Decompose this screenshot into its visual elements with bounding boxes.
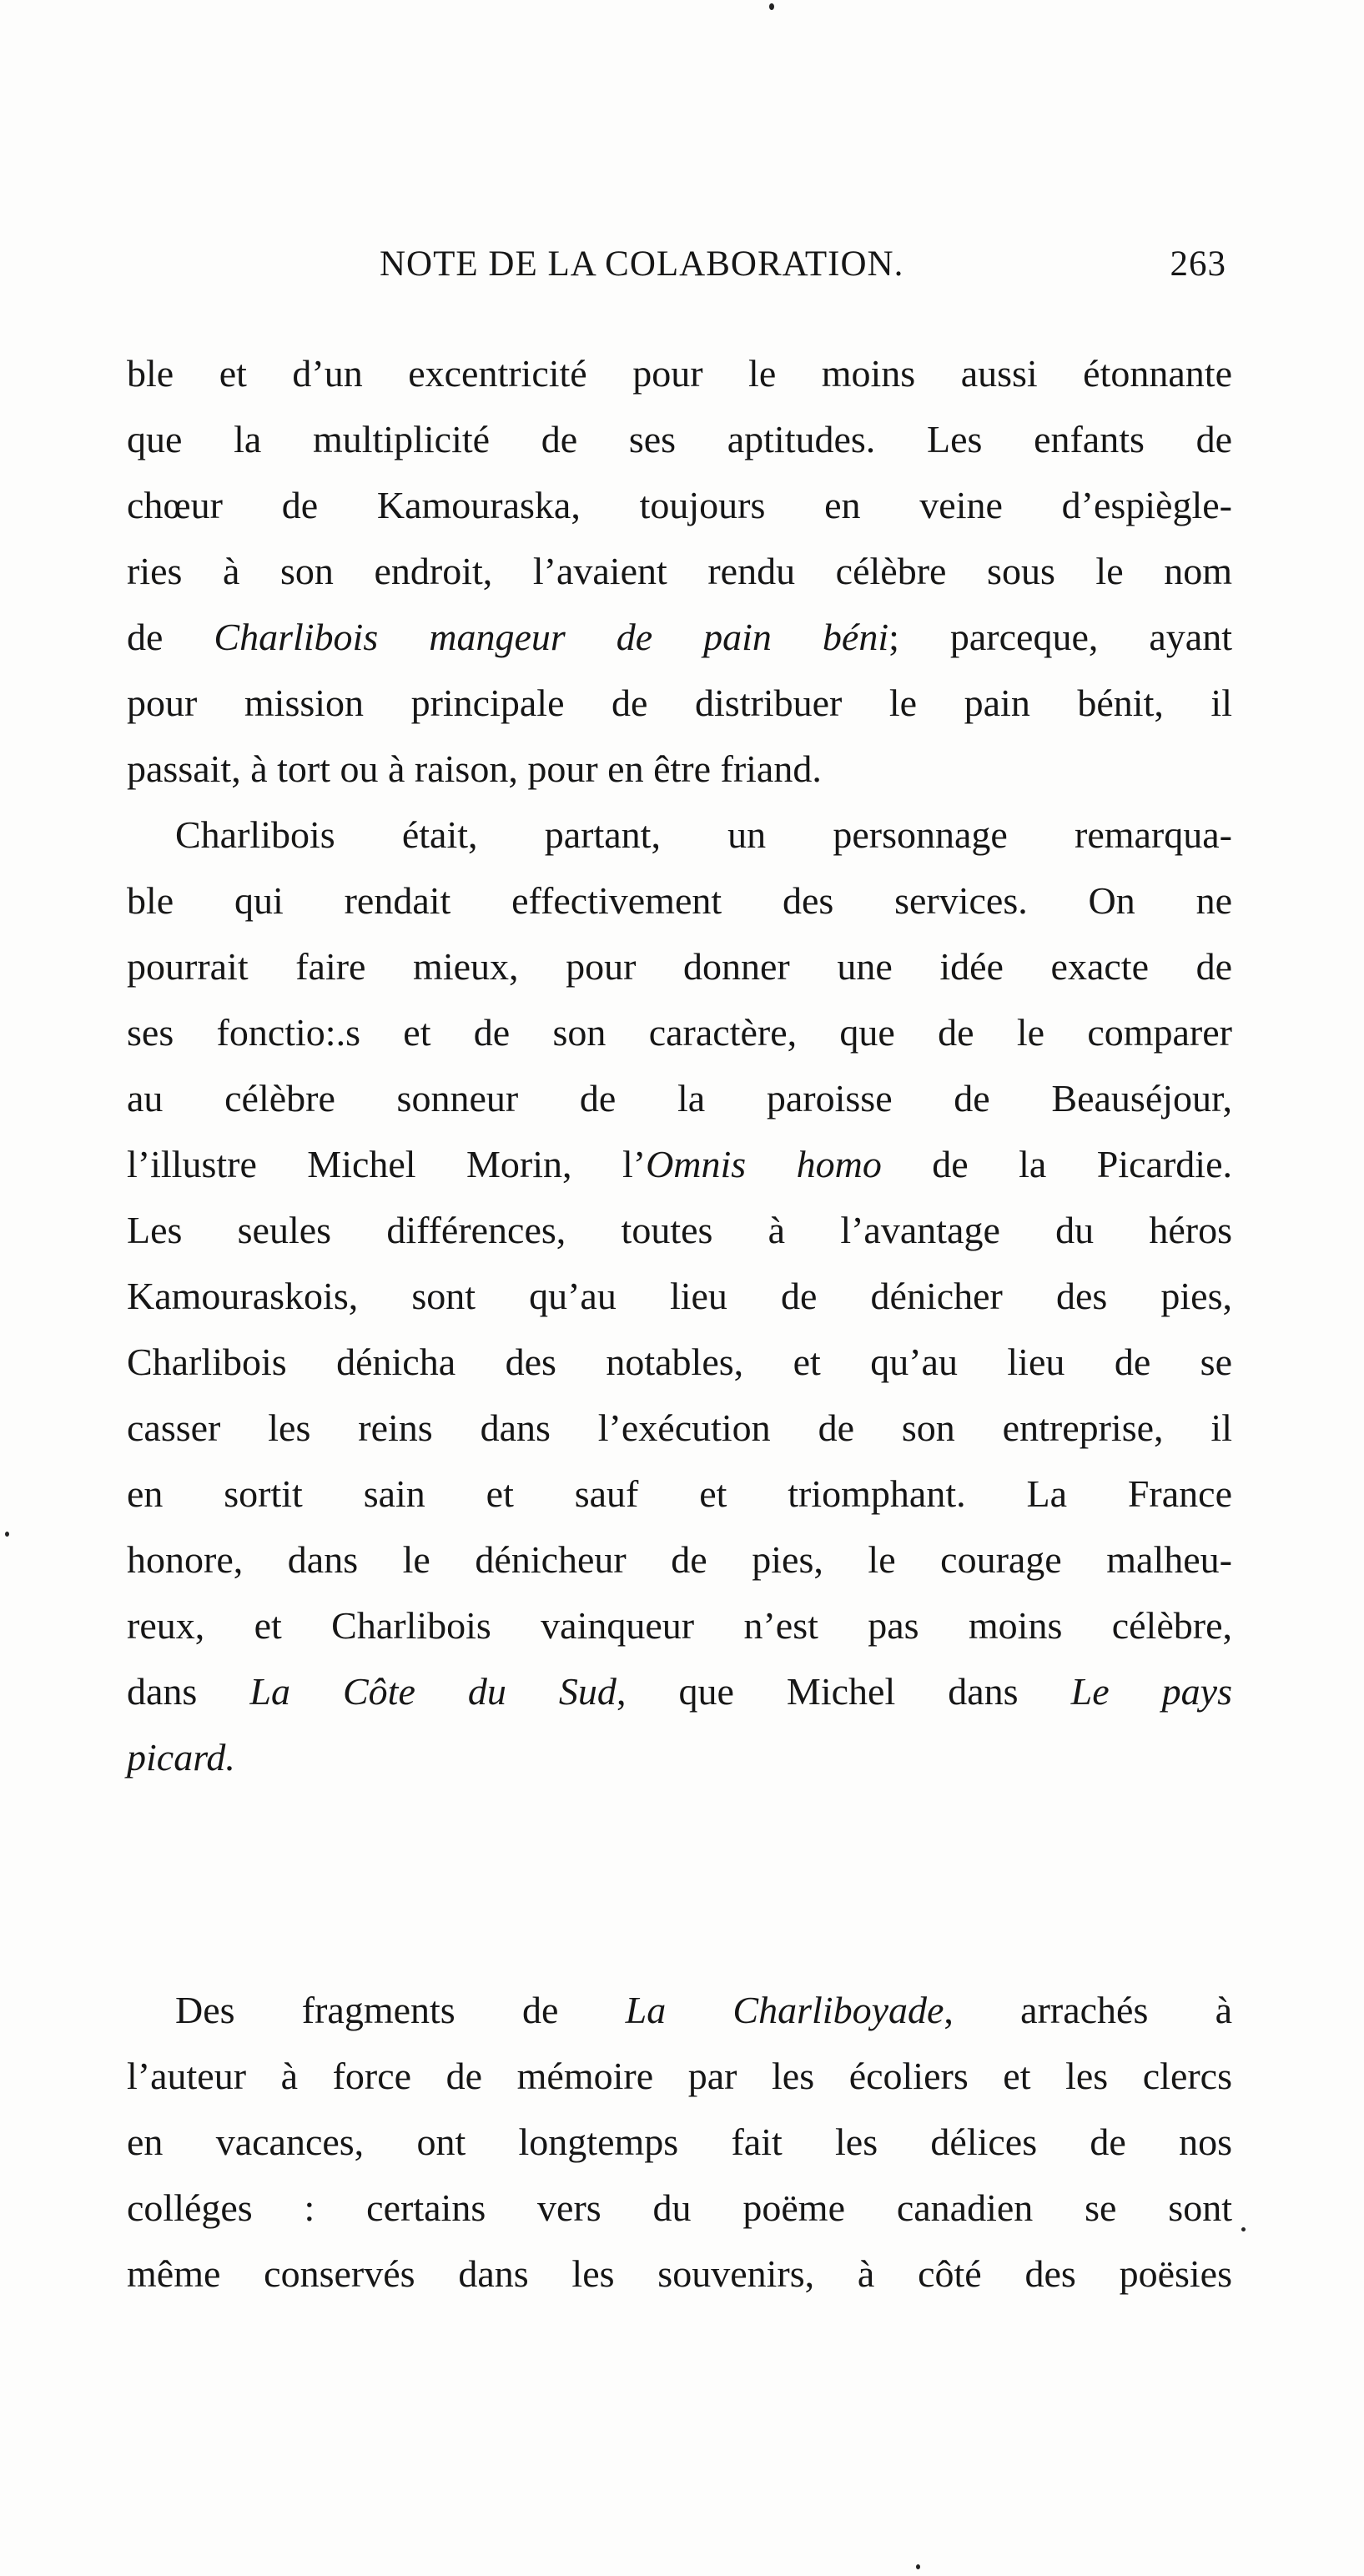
italic-title: La Charliboyade <box>625 1989 944 2031</box>
text-line: ries à son endroit, l’avaient rendu célèbre sous le nom <box>127 550 1232 592</box>
text-segment: l’illustre Michel Morin, l’ <box>127 1143 647 1185</box>
text-segment: de <box>127 616 214 658</box>
text-line: Les seules différences, toutes à l’avantage du héros <box>127 1209 1232 1251</box>
text-line: en vacances, ont longtemps fait les délices de nos <box>127 2121 1232 2163</box>
text-line <box>127 1131 1232 1197</box>
scan-speck <box>5 1532 9 1537</box>
text-segment: de la Picardie. <box>881 1143 1232 1185</box>
text-segment: , que Michel dans <box>616 1670 1071 1713</box>
text-segment: Des fragments de <box>175 1989 626 2031</box>
running-title: NOTE DE LA COLABORATION. <box>380 244 904 284</box>
main-text-continued <box>127 1977 1232 2307</box>
scan-speck <box>916 2564 920 2569</box>
text-line: honore, dans le dénicheur de pies, le courage malheu- <box>127 1538 1232 1581</box>
text-line: Charlibois dénicha des notables, et qu’au lieu de se <box>127 1341 1232 1383</box>
text-line: Charlibois était, partant, un personnage remarqua- <box>175 813 1232 856</box>
text-line: l’auteur à force de mémoire par les écoliers et les clercs <box>127 2055 1232 2097</box>
text-segment: , arrachés à <box>944 1989 1233 2031</box>
text-line <box>127 1977 1232 2043</box>
text-line: ses fonctio:.s et de son caractère, que de le comparer <box>127 1011 1232 1054</box>
text-segment: dans <box>127 1670 250 1713</box>
text-line: en sortit sain et sauf et triomphant. La France <box>127 1472 1232 1515</box>
text-line: Kamouraskois, sont qu’au lieu de dénicher des pies, <box>127 1275 1232 1317</box>
italic-title: Omnis homo <box>646 1143 882 1185</box>
text-segment: ; parceque, ayant <box>888 616 1232 658</box>
italic-title: Le pays <box>1070 1670 1232 1713</box>
text-line: reux, et Charlibois vainqueur n’est pas moins célèbre, <box>127 1604 1232 1647</box>
text-line: chœur de Kamouraska, toujours en veine d’espiègle- <box>127 484 1232 526</box>
text-line: que la multiplicité de ses aptitudes. Les enfants de <box>127 418 1232 460</box>
text-line: ble et d’un excentricité pour le moins aussi étonnante <box>127 352 1232 395</box>
text-line: casser les reins dans l’exécution de son entreprise, il <box>127 1406 1232 1449</box>
text-line: pourrait faire mieux, pour donner une idée exacte de <box>127 945 1232 988</box>
running-head <box>380 244 1226 294</box>
text-line <box>127 604 1232 670</box>
italic-title: La Côte du Sud <box>249 1670 617 1713</box>
text-line: au célèbre sonneur de la paroisse de Beauséjour, <box>127 1077 1232 1119</box>
scan-speck <box>1241 2227 1246 2231</box>
text-line: même conservés dans les souvenirs, à côté des poësies <box>127 2252 1232 2295</box>
text-line <box>127 1658 1232 1724</box>
scan-speck <box>769 3 774 10</box>
text-line: pour mission principale de distribuer le pain bénit, il <box>127 682 1232 724</box>
page-number: 263 <box>1170 244 1226 284</box>
text-line: passait, à tort ou à raison, pour en être friand. <box>127 747 822 790</box>
text-line: picard. <box>127 1736 235 1779</box>
text-line: ble qui rendait effectivement des services. On ne <box>127 879 1232 922</box>
text-line: colléges : certains vers du poëme canadien se sont <box>127 2186 1232 2229</box>
main-text <box>127 340 1232 1790</box>
italic-title: Charlibois mangeur de pain béni <box>214 616 889 658</box>
